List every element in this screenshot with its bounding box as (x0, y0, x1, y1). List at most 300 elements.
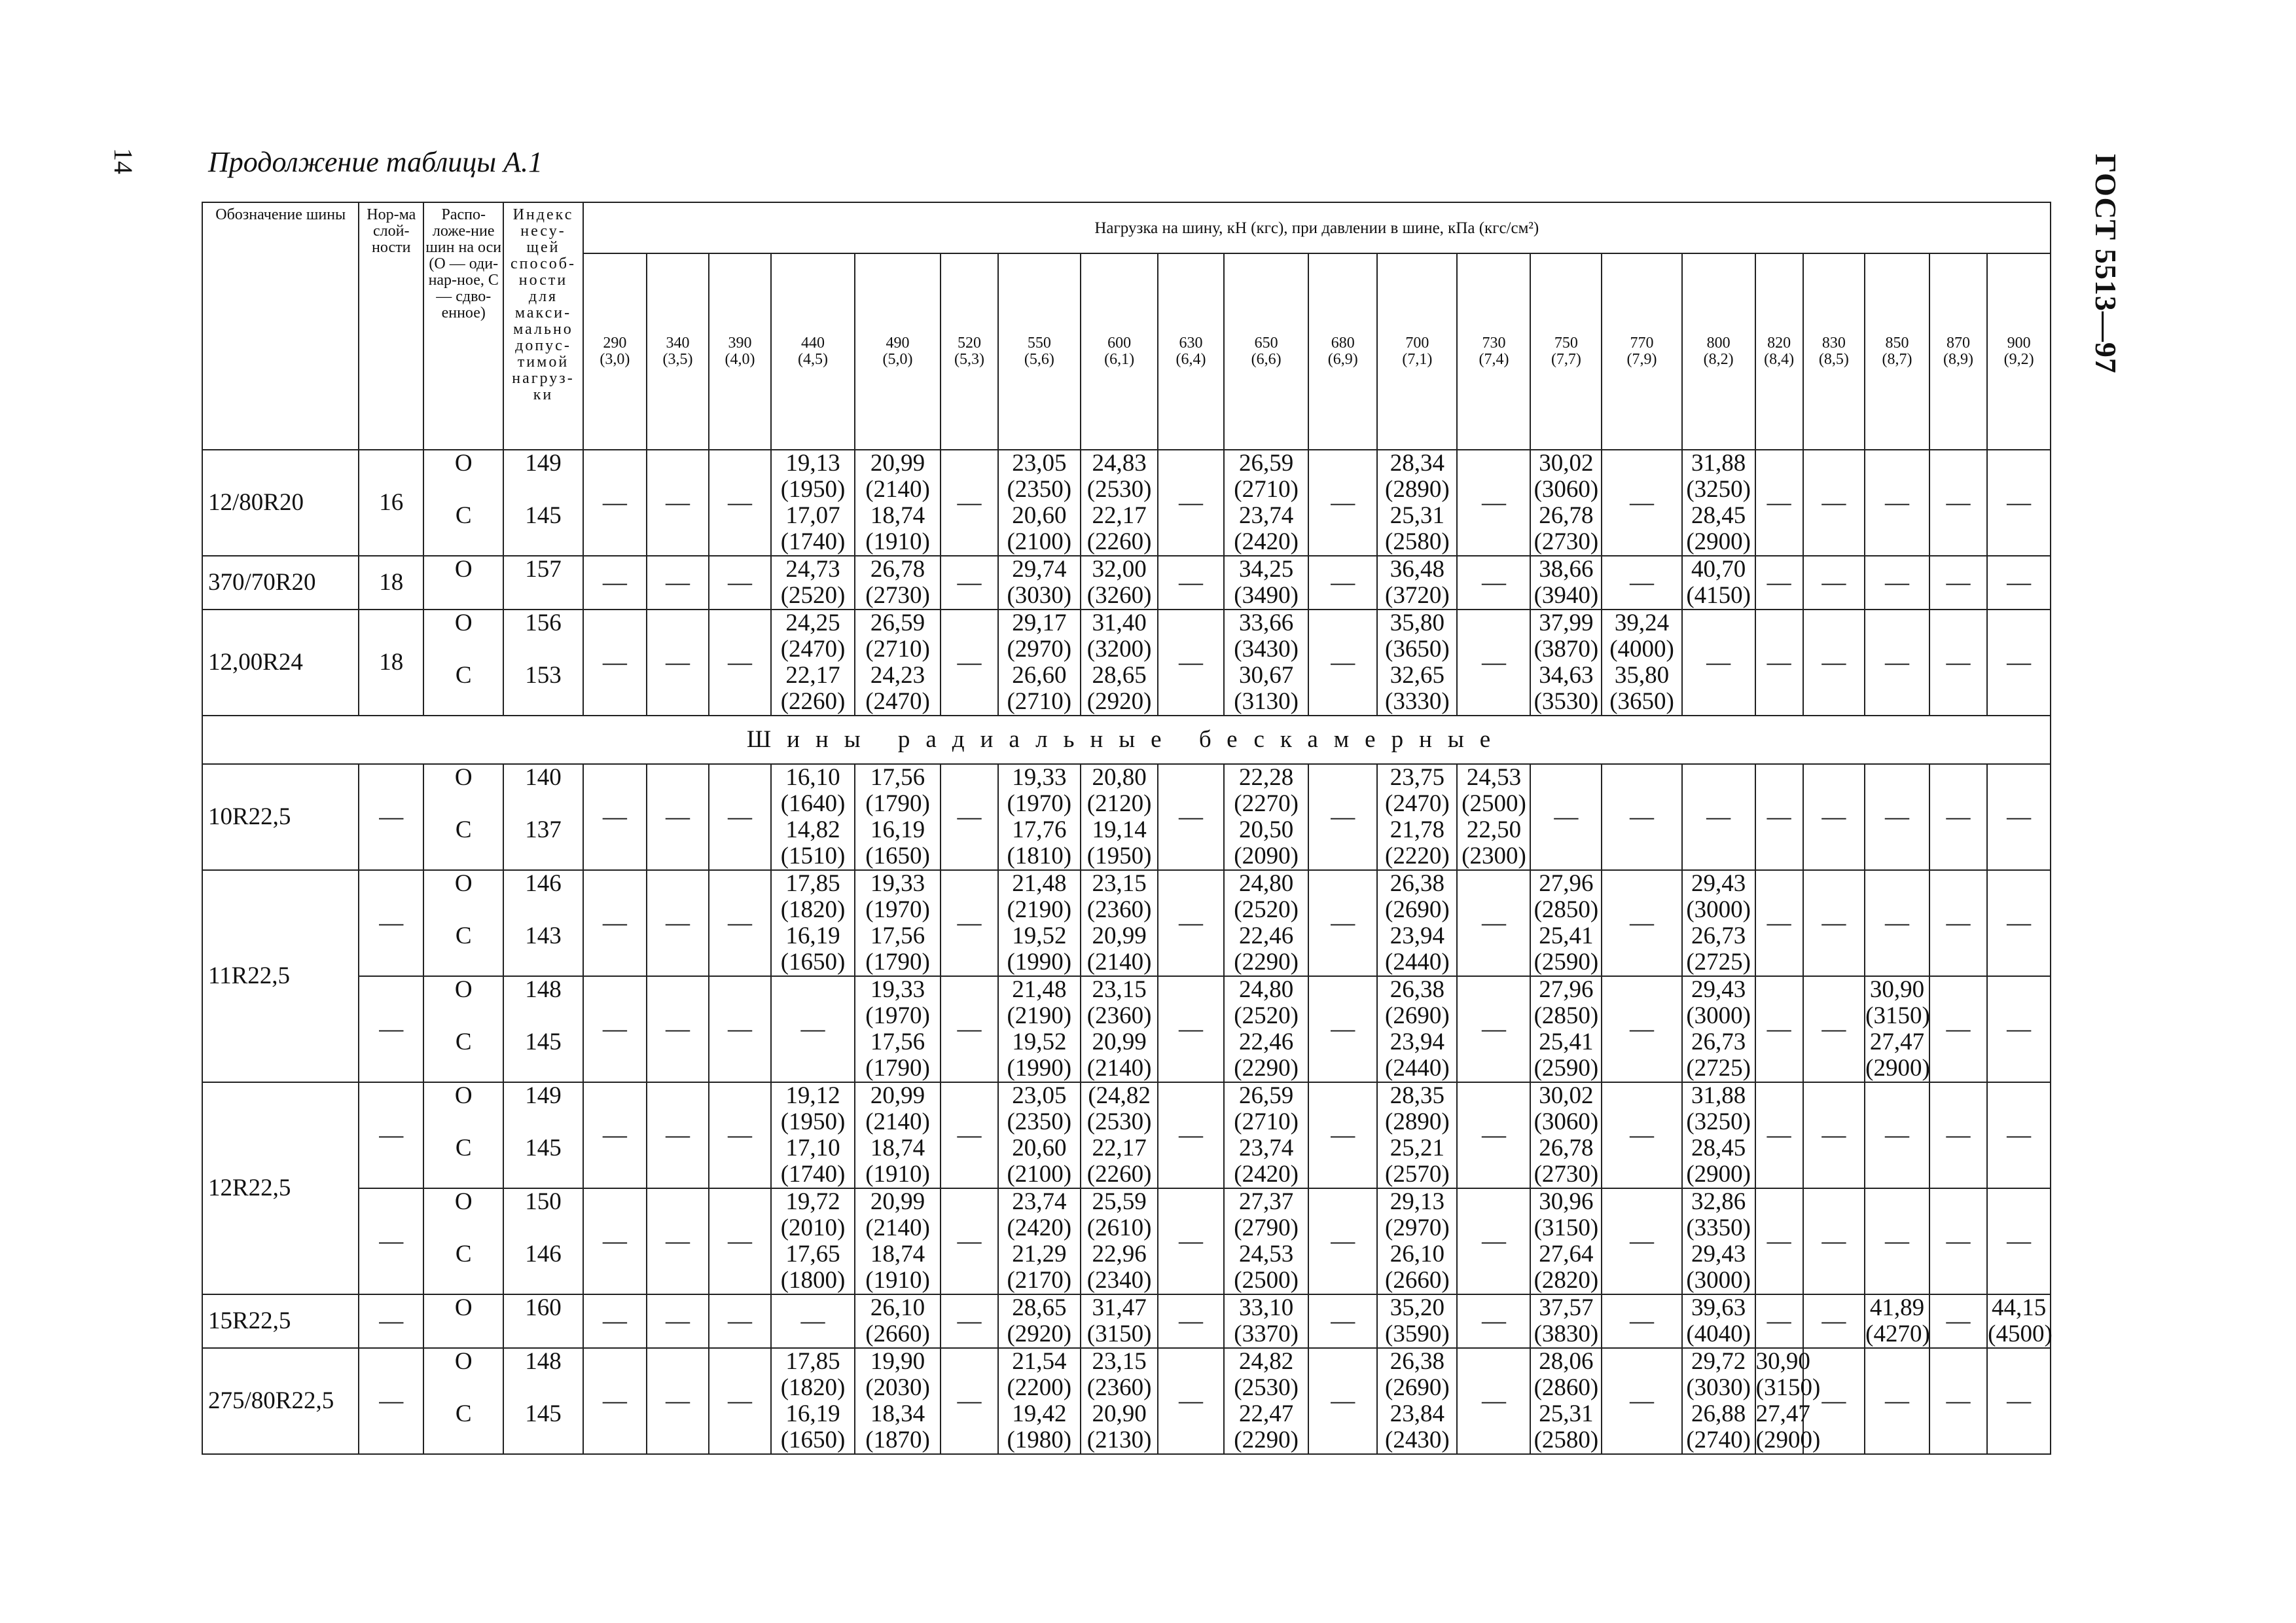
pressure-header (647, 253, 709, 450)
pressure-kgf: (8,9) (1943, 351, 1973, 368)
pressure-header (1377, 253, 1457, 450)
load-value: (2170) (1007, 1267, 1072, 1294)
pressure-kpa: 820 (1767, 335, 1791, 352)
location-code: О (454, 976, 473, 1003)
load-cell-empty: — (941, 610, 997, 716)
load-value: 27,47 (1755, 1400, 1810, 1427)
load-cell-empty: — (1803, 1348, 1865, 1454)
load-cell (1224, 764, 1308, 870)
pressure-kpa: 650 (1254, 335, 1278, 352)
load-index-value: 140 (525, 764, 562, 791)
load-cell (1530, 870, 1602, 976)
load-value: (2710) (1234, 476, 1299, 503)
load-value: (2200) (1007, 1374, 1072, 1401)
load-cell-empty: — (1987, 1348, 2051, 1454)
load-value: (1950) (1086, 843, 1152, 869)
load-value: (2350) (1007, 1108, 1072, 1135)
load-cell (1224, 976, 1308, 1082)
load-cell (1530, 1294, 1602, 1348)
load-value: (3350) (1686, 1214, 1751, 1241)
pressure-header (771, 253, 854, 450)
pressure-kgf: (8,5) (1818, 351, 1849, 368)
load-cell (1081, 1188, 1158, 1294)
load-cell-empty: — (647, 1082, 709, 1188)
load-cell-empty: — (1987, 976, 2051, 1082)
load-index-value: 148 (525, 976, 562, 1003)
section-title: Шины радиальные бескамерные (202, 716, 2051, 764)
load-cell (998, 1188, 1081, 1294)
load-index-value: 160 (525, 1294, 562, 1321)
load-cell-empty: — (1457, 556, 1530, 610)
pressure-kpa: 440 (801, 335, 825, 352)
load-value: 39,63 (1691, 1294, 1746, 1321)
pressure-kgf: (6,1) (1104, 351, 1135, 368)
load-value: 26,78 (870, 556, 925, 583)
load-cell-empty: — (647, 450, 709, 556)
load-cell (998, 764, 1081, 870)
load-cell (1224, 870, 1308, 976)
load-value: 21,78 (1390, 816, 1444, 843)
load-cell-empty: — (583, 1348, 647, 1454)
load-value: 23,74 (1012, 1188, 1067, 1215)
load-value: 26,38 (1390, 1348, 1444, 1375)
pressure-kgf: (5,3) (954, 351, 984, 368)
load-value: 26,88 (1691, 1400, 1746, 1427)
load-cell-empty: — (583, 1294, 647, 1348)
load-index (503, 1082, 583, 1188)
load-value: (2790) (1234, 1214, 1299, 1241)
load-value: 30,90 (1755, 1348, 1810, 1375)
load-value: 22,47 (1239, 1400, 1294, 1427)
load-value: 37,99 (1539, 610, 1594, 636)
load-cell-empty: — (1602, 1294, 1681, 1348)
load-value: (1910) (865, 1161, 930, 1188)
load-value: (2430) (1385, 1427, 1450, 1453)
load-cell-empty: — (583, 556, 647, 610)
load-value: 20,60 (1012, 502, 1067, 529)
load-value: (3030) (1686, 1374, 1751, 1401)
load-value: 26,78 (1539, 1135, 1594, 1161)
load-cell-empty: — (1803, 870, 1865, 976)
load-cell-empty: — (1308, 556, 1377, 610)
load-cell (1530, 556, 1602, 610)
load-cell-empty: — (647, 610, 709, 716)
load-value: 34,63 (1539, 662, 1594, 689)
load-cell (1987, 1294, 2051, 1348)
load-cell (1682, 1294, 1755, 1348)
load-cell-empty: — (1755, 556, 1803, 610)
load-value: 23,74 (1239, 1135, 1294, 1161)
load-value: (1740) (780, 528, 846, 555)
load-cell (1081, 556, 1158, 610)
load-value: (2820) (1534, 1267, 1599, 1294)
table-row (202, 450, 2051, 556)
ply-rating: — (359, 976, 423, 1082)
load-cell (855, 1294, 941, 1348)
load-value: (1790) (865, 790, 930, 817)
load-cell-empty: — (1929, 1188, 1987, 1294)
load-cell-empty: — (941, 870, 997, 976)
load-value: 33,10 (1239, 1294, 1294, 1321)
document-code: ГОСТ 5513—97 (2089, 154, 2123, 374)
load-cell-empty: — (1803, 610, 1865, 716)
load-value: (2120) (1086, 790, 1152, 817)
load-value: 19,90 (870, 1348, 925, 1375)
load-cell-empty: — (1308, 450, 1377, 556)
load-value: (2140) (865, 1214, 930, 1241)
load-value: 30,67 (1239, 662, 1294, 689)
tire-designation: 12R22,5 (202, 1082, 359, 1294)
load-value: 19,13 (785, 450, 840, 477)
load-value: 26,10 (870, 1294, 925, 1321)
load-cell-empty: — (1602, 1082, 1681, 1188)
load-value: 35,20 (1390, 1294, 1444, 1321)
load-cell-empty: — (1755, 1294, 1803, 1348)
load-value: 23,15 (1092, 1348, 1147, 1375)
load-value: (3130) (1234, 688, 1299, 715)
load-value: (3150) (1534, 1214, 1599, 1241)
load-cell-empty: — (941, 1294, 997, 1348)
load-value: 19,14 (1092, 816, 1147, 843)
load-value: (2470) (865, 688, 930, 715)
pressure-kgf: (6,9) (1327, 351, 1358, 368)
pressure-kgf: (8,2) (1703, 351, 1734, 368)
load-value: 34,25 (1239, 556, 1294, 583)
load-value: 29,43 (1691, 1241, 1746, 1267)
load-value: (2350) (1007, 476, 1072, 503)
table-row (202, 1188, 2051, 1294)
pressure-header (1987, 253, 2051, 450)
load-cell-empty: — (583, 1188, 647, 1294)
load-value: 29,43 (1691, 870, 1746, 897)
table-row (202, 1294, 2051, 1348)
load-value: (3940) (1534, 582, 1599, 609)
tire-location (423, 976, 503, 1082)
location-code: О (454, 1348, 473, 1375)
load-cell (855, 450, 941, 556)
load-value: 23,05 (1012, 1082, 1067, 1109)
table-row (202, 610, 2051, 716)
pressure-kpa: 600 (1107, 335, 1132, 352)
load-value: (2970) (1007, 636, 1072, 663)
load-cell-empty: — (1929, 450, 1987, 556)
tire-designation: 10R22,5 (202, 764, 359, 870)
load-cell (1682, 976, 1755, 1082)
load-value: 24,53 (1466, 764, 1522, 791)
load-cell (771, 1082, 854, 1188)
load-table (202, 202, 2051, 1455)
load-cell-empty: — (941, 1188, 997, 1294)
pressure-kpa: 730 (1482, 335, 1506, 352)
load-cell (1081, 764, 1158, 870)
load-value: (1740) (780, 1161, 846, 1188)
load-value: 24,53 (1239, 1241, 1294, 1267)
load-value: 24,25 (785, 610, 840, 636)
pressure-header (941, 253, 997, 450)
load-value: 27,47 (1869, 1029, 1925, 1055)
load-value: (2520) (1234, 1002, 1299, 1029)
load-cell (1377, 1082, 1457, 1188)
load-value: 30,90 (1869, 976, 1925, 1003)
load-index-value: 145 (525, 1135, 562, 1161)
ply-rating: — (359, 1082, 423, 1188)
load-cell (771, 764, 854, 870)
load-value: (4500) (1988, 1321, 2053, 1347)
tire-location (423, 556, 503, 610)
load-value: (3000) (1686, 896, 1751, 923)
load-value: (1870) (865, 1427, 930, 1453)
pressure-kgf: (7,4) (1479, 351, 1509, 368)
load-cell (855, 1188, 941, 1294)
load-value: 19,33 (1012, 764, 1067, 791)
pressure-header (1158, 253, 1224, 450)
load-value: 26,10 (1390, 1241, 1444, 1267)
load-cell (771, 610, 854, 716)
location-code: О (454, 1082, 473, 1109)
load-value: 22,50 (1466, 816, 1522, 843)
load-value: (2900) (1686, 528, 1751, 555)
load-cell-empty: — (1865, 1082, 1929, 1188)
location-code: О (454, 610, 473, 636)
load-index (503, 1294, 583, 1348)
tire-location (423, 1082, 503, 1188)
load-cell (771, 870, 854, 976)
pressure-kpa: 550 (1027, 335, 1051, 352)
load-value: (2290) (1234, 1055, 1299, 1082)
pressure-header (1457, 253, 1530, 450)
load-cell-empty: — (709, 1348, 772, 1454)
load-value: (2420) (1234, 1161, 1299, 1188)
load-cell (1530, 1348, 1602, 1454)
load-cell-empty: — (647, 870, 709, 976)
load-value: 24,83 (1092, 450, 1147, 477)
load-value: (2100) (1007, 528, 1072, 555)
load-value: 35,80 (1614, 662, 1670, 689)
load-value: (2725) (1686, 1055, 1751, 1082)
load-value: (2580) (1534, 1427, 1599, 1453)
load-cell-empty: — (1457, 1348, 1530, 1454)
load-value: (2520) (780, 582, 846, 609)
load-cell-empty: — (1602, 556, 1681, 610)
load-value: 20,99 (1092, 1029, 1147, 1055)
pressure-kgf: (6,6) (1251, 351, 1282, 368)
load-value: (2890) (1385, 476, 1450, 503)
location-code: С (455, 1241, 472, 1267)
pressure-kpa: 490 (886, 335, 910, 352)
pressure-header (1682, 253, 1755, 450)
load-value: 19,33 (870, 976, 925, 1003)
load-value: 16,19 (785, 922, 840, 949)
load-cell-empty: — (1929, 610, 1987, 716)
load-value: (2660) (865, 1321, 930, 1347)
load-value: 26,38 (1390, 870, 1444, 897)
load-value: 29,43 (1691, 976, 1746, 1003)
load-cell-empty: — (941, 976, 997, 1082)
load-value: (2970) (1385, 1214, 1450, 1241)
tire-designation: 15R22,5 (202, 1294, 359, 1348)
load-value: (3150) (1865, 1002, 1930, 1029)
load-value: 25,41 (1539, 1029, 1594, 1055)
load-value: (2100) (1007, 1161, 1072, 1188)
load-value: (3530) (1534, 688, 1599, 715)
pressure-header (1224, 253, 1308, 450)
header-load-index: Индекс несу-щей способ-ности для макси-мально допус-тимой нагруз-ки (503, 202, 583, 450)
load-value: 18,74 (870, 1241, 925, 1267)
load-value: (2360) (1086, 1374, 1152, 1401)
load-cell-empty: — (1158, 450, 1224, 556)
load-value: 20,50 (1239, 816, 1294, 843)
load-value: (3330) (1385, 688, 1450, 715)
load-cell-empty: — (1308, 1082, 1377, 1188)
load-value: 30,02 (1539, 450, 1594, 477)
load-cell (1224, 1294, 1308, 1348)
load-value: (1810) (1007, 843, 1072, 869)
load-value: (2360) (1086, 1002, 1152, 1029)
pressure-kgf: (3,0) (600, 351, 630, 368)
load-value: (1650) (865, 843, 930, 869)
load-index-value: 156 (525, 610, 562, 636)
load-value: (1820) (780, 896, 846, 923)
load-cell-empty: — (941, 1082, 997, 1188)
load-cell (1530, 1082, 1602, 1188)
pressure-header (709, 253, 772, 450)
load-cell (1081, 870, 1158, 976)
tire-location (423, 764, 503, 870)
load-cell-empty: — (1602, 870, 1681, 976)
load-cell-empty: — (1865, 556, 1929, 610)
load-cell (1377, 976, 1457, 1082)
load-cell-empty: — (1602, 1188, 1681, 1294)
load-value: (1990) (1007, 1055, 1072, 1082)
load-cell-empty: — (1803, 976, 1865, 1082)
load-cell-empty: — (771, 1294, 854, 1348)
load-value: 23,84 (1390, 1400, 1444, 1427)
load-value: (2690) (1385, 1374, 1450, 1401)
section-row (202, 716, 2051, 764)
load-cell (855, 610, 941, 716)
load-index-value: 145 (525, 1400, 562, 1427)
load-value: 26,59 (1239, 1082, 1294, 1109)
load-cell-empty: — (1755, 764, 1803, 870)
load-cell-empty: — (1865, 450, 1929, 556)
load-value: (2220) (1385, 843, 1450, 869)
load-value: 19,12 (785, 1082, 840, 1109)
load-value: (3000) (1686, 1267, 1751, 1294)
load-value: 32,00 (1092, 556, 1147, 583)
load-cell (998, 556, 1081, 610)
load-cell-empty: — (709, 1188, 772, 1294)
pressure-kgf: (6,4) (1175, 351, 1206, 368)
load-value: 39,24 (1614, 610, 1670, 636)
location-code: С (455, 1029, 472, 1055)
pressure-header (1929, 253, 1987, 450)
ply-rating: — (359, 1294, 423, 1348)
load-value: 22,96 (1092, 1241, 1147, 1267)
load-cell-empty: — (583, 870, 647, 976)
load-cell-empty: — (1987, 1082, 2051, 1188)
load-value: (3060) (1534, 1108, 1599, 1135)
load-cell-empty: — (647, 1348, 709, 1454)
load-value: (4270) (1865, 1321, 1930, 1347)
load-value: (2860) (1534, 1374, 1599, 1401)
load-value: (2290) (1234, 949, 1299, 976)
load-cell-empty: — (1755, 870, 1803, 976)
pressure-kpa: 340 (666, 335, 690, 352)
load-value: 21,48 (1012, 870, 1067, 897)
load-value: 24,80 (1239, 870, 1294, 897)
load-value: 25,31 (1539, 1400, 1594, 1427)
load-cell (1377, 1188, 1457, 1294)
load-value: (2730) (1534, 1161, 1599, 1188)
load-value: (3150) (1755, 1374, 1821, 1401)
tire-location (423, 1348, 503, 1454)
load-cell-empty: — (583, 450, 647, 556)
load-cell-empty: — (1987, 610, 2051, 716)
load-value: 24,80 (1239, 976, 1294, 1003)
load-value: 22,46 (1239, 922, 1294, 949)
load-cell-empty: — (1865, 1348, 1929, 1454)
load-value: (1640) (780, 790, 846, 817)
table-continuation-title: Продолжение таблицы А.1 (208, 146, 543, 178)
load-value: (1510) (780, 843, 846, 869)
load-cell-empty: — (1457, 870, 1530, 976)
load-value: (2570) (1385, 1161, 1450, 1188)
tire-designation: 12/80R20 (202, 450, 359, 556)
load-value: (1790) (865, 949, 930, 976)
load-value: 32,65 (1390, 662, 1444, 689)
load-cell (855, 976, 941, 1082)
load-value: (1980) (1007, 1427, 1072, 1453)
load-cell (1682, 1348, 1755, 1454)
load-value: 20,99 (870, 1188, 925, 1215)
load-value: (4000) (1609, 636, 1674, 663)
load-value: 17,85 (785, 1348, 840, 1375)
load-cell-empty: — (1865, 764, 1929, 870)
pressure-header (1081, 253, 1158, 450)
load-cell-empty: — (1158, 870, 1224, 976)
load-value: (2710) (865, 636, 930, 663)
load-value: 29,74 (1012, 556, 1067, 583)
load-cell-empty: — (1929, 870, 1987, 976)
load-value: 24,82 (1239, 1348, 1294, 1375)
load-index (503, 450, 583, 556)
load-value: (2740) (1686, 1427, 1751, 1453)
ply-rating: 18 (359, 556, 423, 610)
load-cell-empty: — (709, 764, 772, 870)
pressure-kgf: (4,5) (798, 351, 829, 368)
location-code: С (455, 1400, 472, 1427)
load-value: (2260) (780, 688, 846, 715)
load-value: 19,33 (870, 870, 925, 897)
load-index (503, 1348, 583, 1454)
load-cell-empty: — (583, 764, 647, 870)
load-value: (1790) (865, 1055, 930, 1082)
load-value: (2140) (865, 476, 930, 503)
load-value: (4040) (1686, 1321, 1751, 1347)
tire-location (423, 610, 503, 716)
load-value: (2300) (1462, 843, 1526, 869)
load-value: 35,80 (1390, 610, 1444, 636)
pressure-kgf: (7,1) (1402, 351, 1433, 368)
pressure-header (583, 253, 647, 450)
load-value: 19,42 (1012, 1400, 1067, 1427)
load-value: 26,73 (1691, 1029, 1746, 1055)
load-value: 23,05 (1012, 450, 1067, 477)
pressure-kpa: 830 (1821, 335, 1846, 352)
tire-designation: 11R22,5 (202, 870, 359, 1082)
load-index-value: 145 (525, 1029, 562, 1055)
load-value: 36,48 (1390, 556, 1444, 583)
